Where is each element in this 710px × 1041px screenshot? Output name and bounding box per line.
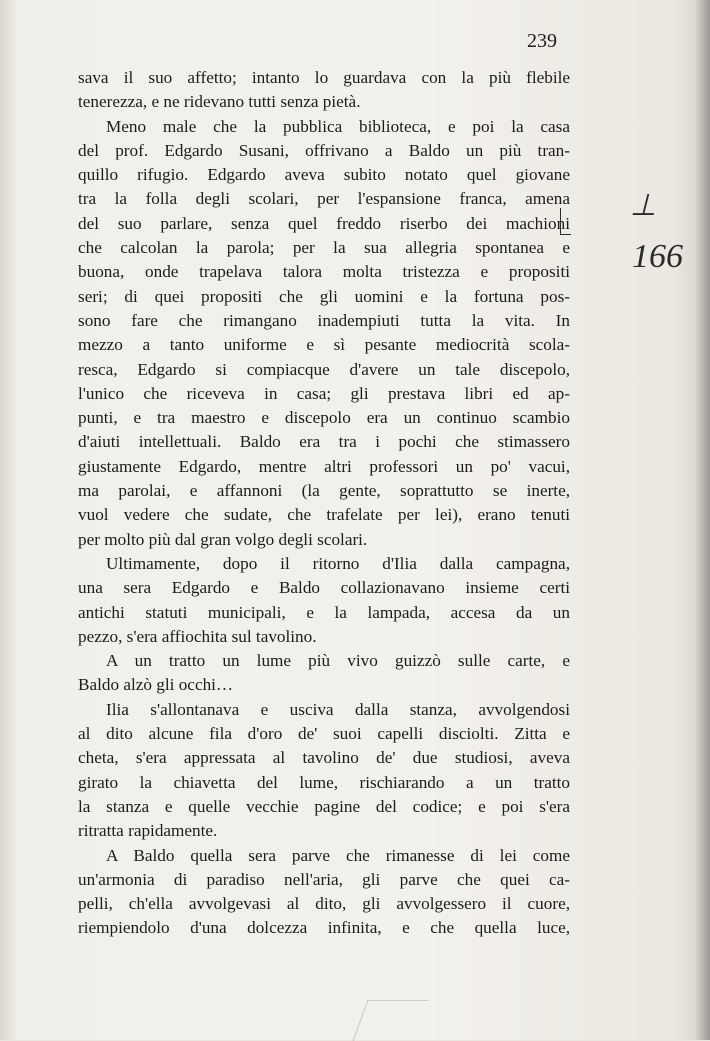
text-line: seri; di quei propositi che gli uomini e la fortuna pos- [78, 286, 570, 306]
text-line: d'aiuti intellettuali. Baldo era tra i pochi che stimassero [78, 432, 570, 452]
text-line: che calcolan la parola; per la sua allegria spontanea e [78, 238, 570, 258]
text-line: giustamente Edgardo, mentre altri professori un po' vacui, [78, 456, 570, 476]
text-line: al dito alcune fila d'oro de' suoi capelli disciolti. Zitta e [78, 724, 570, 744]
text-line: Baldo alzò gli occhi… [78, 675, 234, 695]
text-line: pelli, ch'ella avvolgevasi al dito, gli avvolgessero il cuore, [78, 894, 570, 914]
text-line: resca, Edgardo si compiacque d'avere un tale discepolo, [78, 359, 570, 379]
text-line: punti, e tra maestro e discepolo era un continuo scambio [78, 408, 570, 428]
text-line: una sera Edgardo e Baldo collazionavano insieme certi [78, 578, 570, 598]
text-line: Meno male che la pubblica biblioteca, e poi la casa [106, 116, 570, 136]
text-line: sono fare che rimangano inadempiuti tutta la vita. In [78, 310, 570, 330]
text-line: tenerezza, e ne ridevano tutti senza pietà. [78, 92, 361, 112]
handwritten-page-note: 166 [632, 238, 683, 275]
text-line: sava il suo affetto; intanto lo guardava con la più flebile [78, 68, 570, 87]
page-number: 239 [527, 30, 557, 52]
text-line: ritratta rapidamente. [78, 821, 218, 841]
text-line: del prof. Edgardo Susani, offrivano a Baldo un più tran- [78, 140, 570, 160]
text-line: cheta, s'era appressata al tavolino de' due studiosi, aveva [78, 748, 570, 768]
handwritten-mark: ⊥ [630, 189, 657, 222]
text-line: pezzo, s'era affiochita sul tavolino. [78, 626, 317, 646]
text-line: la stanza e quelle vecchie pagine del codice; e poi s'era [78, 796, 570, 816]
paper-crease [353, 1000, 429, 1041]
page-edge-shadow [696, 0, 710, 1040]
text-line: mezzo a tanto uniforme e sì pesante mediocrità scola- [78, 335, 570, 355]
text-line: per molto più dal gran volgo degli scolari. [78, 529, 368, 549]
text-line: buona, onde trapelava talora molta tristezza e propositi [78, 262, 570, 282]
text-line: un'armonia di paradiso nell'aria, gli parve che quei ca- [78, 869, 570, 889]
text-line: ma parolai, e affannoni (la gente, soprattutto se inerte, [78, 481, 570, 501]
text-line: vuol vedere che sudate, che trafelate per lei), erano tenuti [78, 505, 570, 525]
body-text [78, 66, 570, 941]
text-line: girato la chiavetta del lume, rischiarando a un tratto [78, 772, 570, 792]
text-line: antichi statuti municipali, e la lampada, accesa da un [78, 602, 570, 622]
text-line: Ultimamente, dopo il ritorno d'Ilia dalla campagna, [106, 553, 570, 573]
text-line: l'unico che riceveva in casa; gli prestava libri ed ap- [78, 383, 570, 403]
text-line: Ilia s'allontanava e usciva dalla stanza, avvolgendosi [106, 699, 570, 719]
text-line: tra la folla degli scolari, per l'espansione franca, amena [78, 189, 570, 209]
text-line: A un tratto un lume più vivo guizzò sulle carte, e [106, 651, 570, 671]
text-line: A Baldo quella sera parve che rimanesse di lei come [106, 845, 570, 865]
text-line: quillo rifugio. Edgardo aveva subito notato quel giovane [78, 165, 570, 185]
text-line: del suo parlare, senza quel freddo riserbo dei machioni [78, 213, 570, 233]
handwritten-bracket [560, 208, 571, 235]
text-line: riempiendolo d'una dolcezza infinita, e che quella luce, [78, 918, 570, 938]
